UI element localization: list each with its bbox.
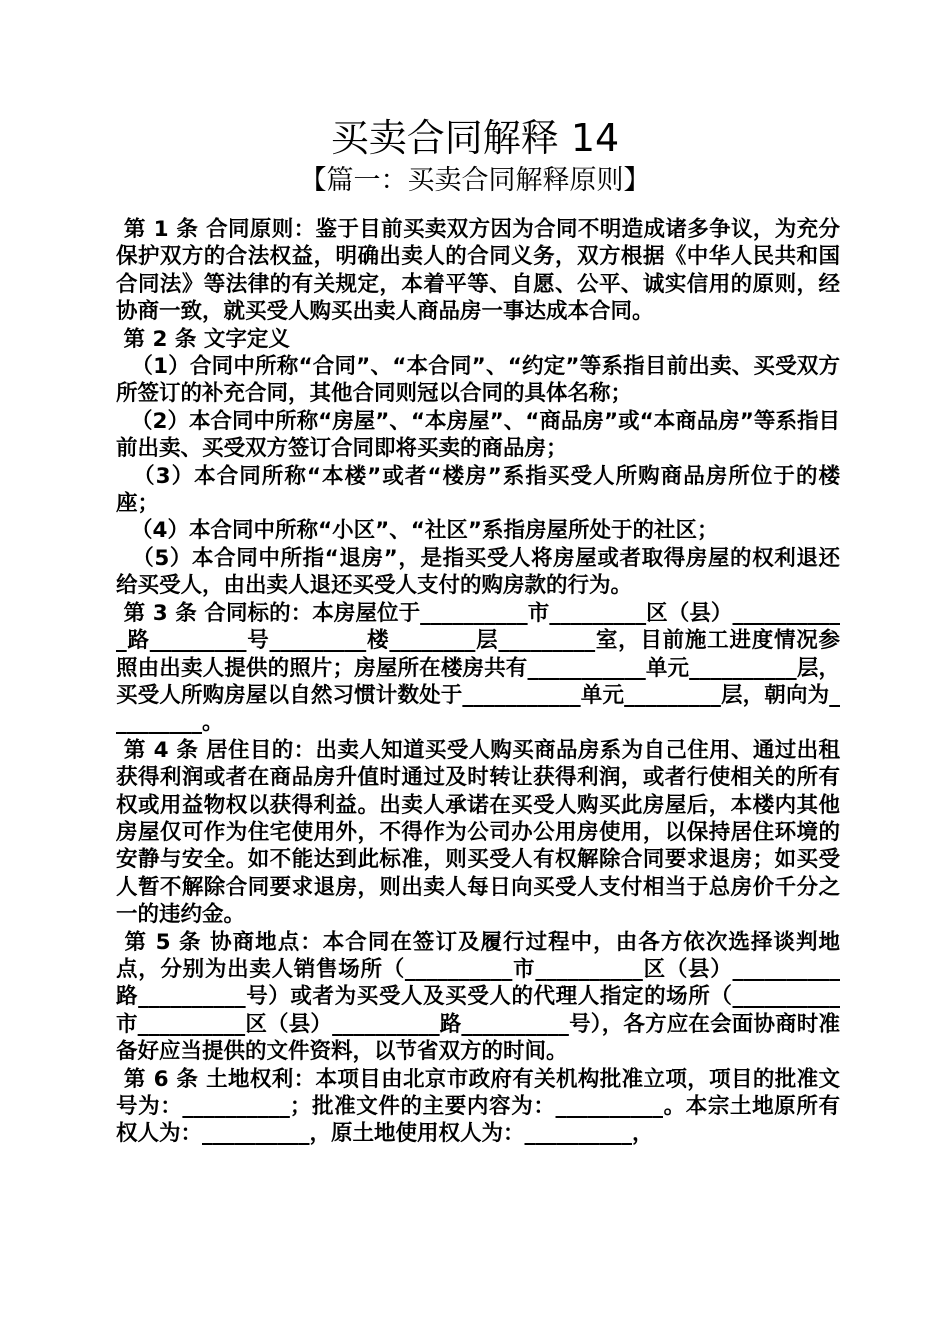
document-title: 买卖合同解释 14	[330, 116, 620, 160]
article-3-paragraph: 第 3 条 合同标的：本房屋位于__________市_________区（县）___________路_________号_________楼________层_________室，目前施工进度情况参照由出卖人提供的照片；房屋所在楼房共有___________单元__________层，买受人所购房屋以自然习惯计数处于___________单元_________层，朝向为_________。	[116, 600, 840, 736]
article-5-paragraph: 第 5 条 协商地点：本合同在签订及履行过程中，由各方依次选择谈判地点，分别为出卖人销售场所（__________市__________区（县）__________路__________号）或者为买受人及买受人的代理人指定的场所（__________市__________区（县）__________路__________号），各方应在会面协商时准备好应当提供的文件资料，以节省双方的时间。	[116, 929, 840, 1065]
article-2-heading: 第 2 条 文字定义	[116, 326, 290, 352]
definition-5-paragraph: （5）本合同中所指“退房”，是指买受人将房屋或者取得房屋的权利退还给买受人，由出卖人退还买受人支付的购房款的行为。	[116, 545, 840, 599]
document-body	[116, 216, 840, 1148]
article-6-paragraph: 第 6 条 土地权利：本项目由北京市政府有关机构批准立项，项目的批准文号为：__________；批准文件的主要内容为：__________。本宗土地原所有权人为：__________，原土地使用权人为：__________，	[116, 1066, 840, 1147]
document-subtitle: 【篇一：买卖合同解释原则】	[299, 165, 651, 196]
definition-3-paragraph: （3）本合同所称“本楼”或者“楼房”系指买受人所购商品房所位于的楼座；	[116, 463, 840, 517]
article-4-paragraph: 第 4 条 居住目的：出卖人知道买受人购买商品房系为自己住用、通过出租获得利润或者在商品房升值时通过及时转让获得利润，或者行使相关的所有权或用益物权以获得利益。出卖人承诺在买受人购买此房屋后，本楼内其他房屋仅可作为住宅使用外，不得作为公司办公用房使用，以保持居住环境的安静与安全。如不能达到此标准，则买受人有权解除合同要求退房；如买受人暂不解除合同要求退房，则出卖人每日向买受人支付相当于总房价千分之一的违约金。	[116, 737, 840, 928]
article-1-paragraph: 第 1 条 合同原则：鉴于目前买卖双方因为合同不明造成诸多争议，为充分保护双方的合法权益，明确出卖人的合同义务，双方根据《中华人民共和国合同法》等法律的有关规定，本着平等、自愿、公平、诚实信用的原则，经协商一致，就买受人购买出卖人商品房一事达成本合同。	[116, 217, 840, 325]
definition-1-paragraph: （1）合同中所称“合同”、“本合同”、“约定”等系指目前出卖、买受双方所签订的补充合同，其他合同则冠以合同的具体名称；	[116, 354, 840, 407]
definition-4-paragraph: （4）本合同中所称“小区”、“社区”系指房屋所处于的社区；	[116, 518, 719, 544]
definition-2-paragraph: （2）本合同中所称“房屋”、“本房屋”、“商品房”或“本商品房”等系指目前出卖、买受双方签订合同即将买卖的商品房；	[116, 408, 840, 462]
